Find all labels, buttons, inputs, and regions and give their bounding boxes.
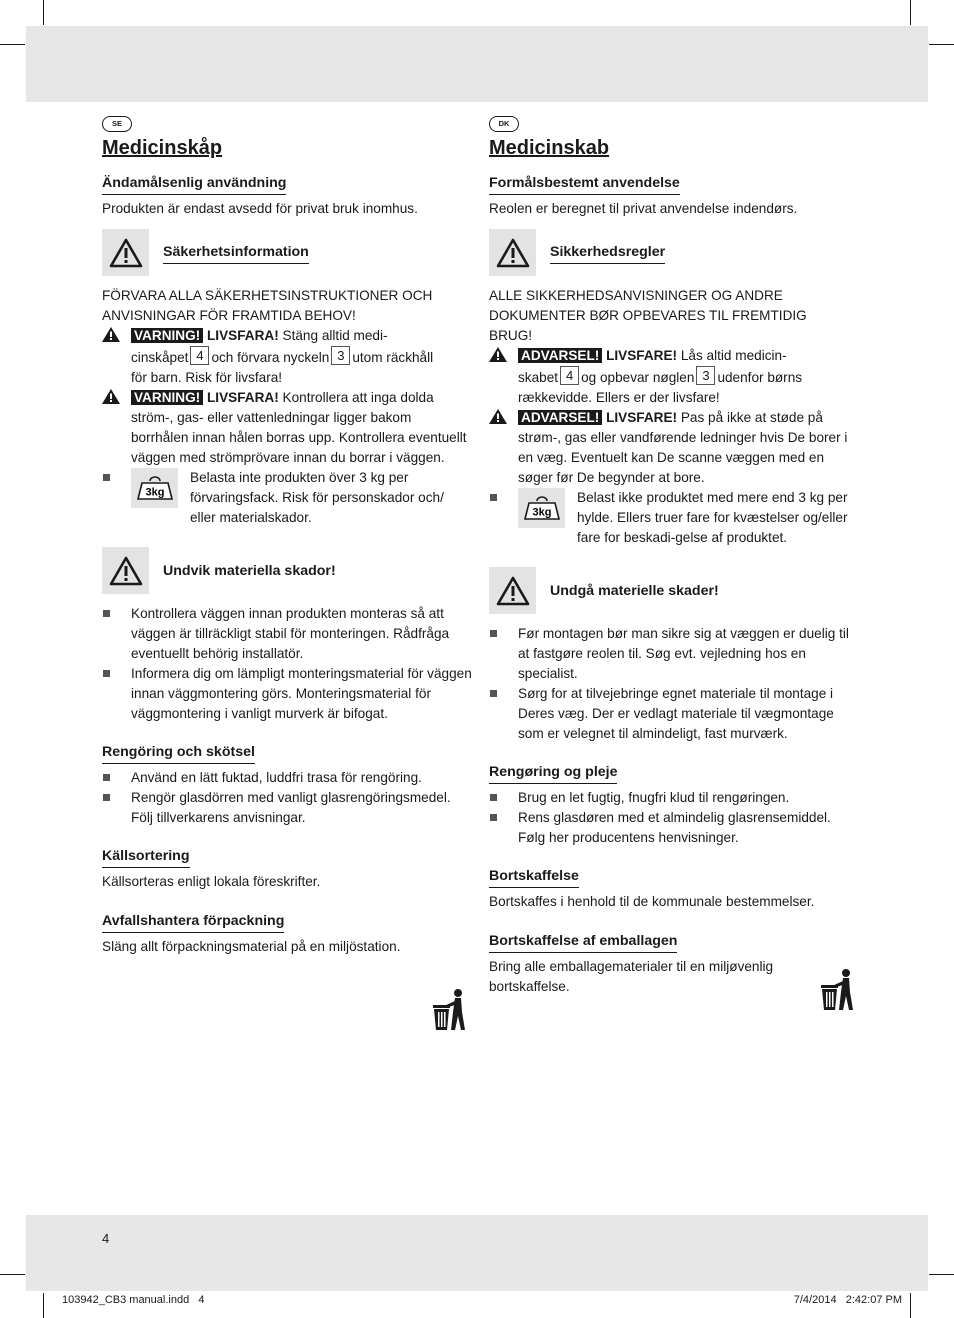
damage-title: Undgå materielle skader! <box>550 582 719 599</box>
part-number: 3 <box>696 366 715 385</box>
footer-band <box>26 1215 928 1291</box>
paragraph: Släng allt förpackningsmaterial på en miljöstation. <box>102 939 401 954</box>
warning-small-icon <box>102 389 120 404</box>
page-title: Medicinskab <box>489 137 610 159</box>
paragraph: Produkten är endast avsedd för privat bruk inomhus. <box>102 201 418 216</box>
page-title: Medicinskåp <box>102 137 223 159</box>
damage-title: Undvik materiella skador! <box>163 562 336 579</box>
safety-title: Sikkerhedsregler <box>550 242 665 264</box>
damage-banner <box>489 567 857 614</box>
trash-disposal-icon <box>432 988 466 1032</box>
section-heading: Bortskaffelse <box>489 866 579 888</box>
keep-instructions: FÖRVARA ALLA SÄKERHETSINSTRUKTIONER OCH ANVISNINGAR FÖR FRAMTIDA BEHOV! <box>102 288 433 323</box>
section-heading: Rengöring och skötsel <box>102 742 255 764</box>
paragraph: Bortskaffes i henhold til de kommunale bestemmelser. <box>489 894 815 909</box>
svg-text:3kg: 3kg <box>532 506 551 519</box>
list-item: Informera dig om lämpligt monteringsmaterial för väggen innan väggmontering görs. Monteringsmaterial för väggmontering i vanligt murverk är bifogat. <box>102 664 472 724</box>
paragraph: Bring alle emballagematerialer til en miljøvenlig bortskaffelse. <box>489 959 774 994</box>
weight-icon <box>131 468 178 508</box>
damage-banner <box>102 547 472 594</box>
warning-triangle-icon <box>102 229 149 276</box>
load-item: 3kg Belasta inte produkten över 3 kg per förvaringsfack. Risk för personskador och/ eller materialskador. <box>102 468 472 528</box>
warning-item: ADVARSEL! LIVSFARE! Pas på ikke at støde på strøm-, gas eller vandførende ledninger hvis De borer i en væg. Eventuelt kan De scanne væggen med en søger før De begynder at bore. <box>489 408 857 488</box>
warning-triangle-icon <box>489 567 536 614</box>
section-heading: Källsortering <box>102 846 190 868</box>
crop-mark <box>0 44 25 45</box>
warning-item: VARNING! LIVSFARA! Kontrollera att inga dolda ström-, gas- eller vattenledningar ligger bakom borrhålen innan hålen borras upp. Kontrollera eventuellt väggen med strömprövare innan du borrar i väggen. <box>102 388 472 468</box>
section-heading: Avfallshantera förpackning <box>102 911 284 933</box>
section-heading: Bortskaffelse af emballagen <box>489 931 677 953</box>
warning-item: VARNING! LIVSFARA! Stäng alltid medi- cinskåpet 4 och förvara nyckeln 3 utom räckhåll för barn. Risk för livsfara! <box>102 326 472 388</box>
warning-tag: VARNING! <box>131 390 203 405</box>
language-badge: DK <box>489 116 519 132</box>
warning-small-icon <box>102 327 120 342</box>
warning-tag: VARNING! <box>131 328 203 343</box>
part-number: 3 <box>331 346 350 365</box>
paragraph: Reolen er beregnet til privat anvendelse indendørs. <box>489 201 798 216</box>
crop-mark <box>929 1274 954 1275</box>
crop-mark <box>0 1274 25 1275</box>
page-number: 4 <box>102 1231 110 1246</box>
part-number: 4 <box>560 366 579 385</box>
header-band <box>26 26 928 102</box>
weight-icon <box>518 488 565 528</box>
load-item: 3kg Belast ikke produktet med mere end 3 kg per hylde. Ellers truer fare for kvæstelser og/eller fare for beskadi-gelse af produktet. <box>489 488 857 548</box>
warning-item: ADVARSEL! LIVSFARE! Lås altid medicin- skabet 4 og opbevar nøglen 3 udenfor børns rækkevidde. Ellers er der livsfare! <box>489 346 857 408</box>
safety-banner <box>102 229 472 276</box>
crop-mark <box>910 1293 911 1318</box>
list-item: Før montagen bør man sikre sig at væggen er duelig til at fastgøre reolen til. Søg evt. vejledning hos en specialist. <box>489 624 857 684</box>
list-item: Sørg for at tilvejebringe egnet materiale til montage i Deres væg. Der er vedlagt materiale til vægmontage som er velegnet til almindeligt, fast murværk. <box>489 684 857 744</box>
column-dk <box>489 112 857 997</box>
section-heading: Rengøring og pleje <box>489 762 617 784</box>
svg-text:3kg: 3kg <box>145 486 164 499</box>
part-number: 4 <box>190 346 209 365</box>
section-heading: Formålsbestemt anvendelse <box>489 173 680 195</box>
column-se <box>102 112 472 957</box>
crop-mark <box>43 0 44 25</box>
warning-tag: ADVARSEL! <box>518 410 602 425</box>
warning-triangle-icon <box>489 229 536 276</box>
warning-tag: ADVARSEL! <box>518 348 602 363</box>
crop-mark <box>929 44 954 45</box>
list-item: Rengör glasdörren med vanligt glasrengöringsmedel. Följ tillverkarens anvisningar. <box>102 788 472 828</box>
list-item: Brug en let fugtig, fnugfri klud til rengøringen. <box>489 788 857 808</box>
crop-mark <box>43 1293 44 1318</box>
paragraph: Källsorteras enligt lokala föreskrifter. <box>102 874 321 889</box>
trash-disposal-icon <box>820 968 854 1012</box>
safety-title: Säkerhetsinformation <box>163 242 309 264</box>
list-item: Använd en lätt fuktad, luddfri trasa för rengöring. <box>102 768 472 788</box>
keep-instructions: ALLE SIKKERHEDSANVISNINGER OG ANDRE DOKUMENTER BØR OPBEVARES TIL FREMTIDIG BRUG! <box>489 288 807 343</box>
crop-mark <box>910 0 911 25</box>
warning-triangle-icon <box>102 547 149 594</box>
warning-small-icon <box>489 347 507 362</box>
list-item: Kontrollera väggen innan produkten monteras så att väggen är tillräckligt stabil för monteringen. Rådfråga eventuellt behörig installatör. <box>102 604 472 664</box>
section-heading: Ändamålsenlig användning <box>102 173 286 195</box>
safety-banner <box>489 229 857 276</box>
footer-file: 103942_CB3 manual.indd 4 <box>62 1294 205 1306</box>
footer-date: 7/4/2014 2:42:07 PM <box>793 1294 902 1306</box>
list-item: Rens glasdøren med et almindelig glasrensemiddel. Følg her producentens henvisninger. <box>489 808 857 848</box>
warning-small-icon <box>489 409 507 424</box>
language-badge: SE <box>102 116 132 132</box>
